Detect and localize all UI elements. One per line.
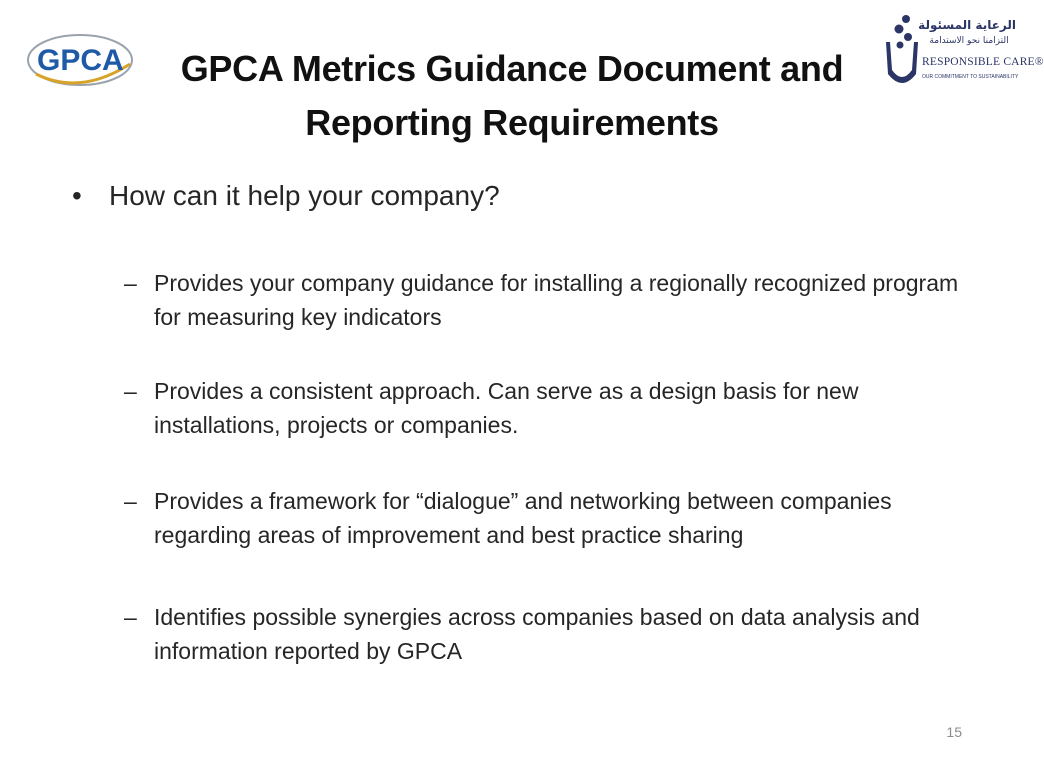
dash-icon: –	[124, 488, 137, 514]
page-number: 15	[946, 724, 962, 740]
responsible-care-hands-icon	[884, 12, 920, 90]
responsible-care-tagline: OUR COMMITMENT TO SUSTAINABILITY	[922, 74, 1019, 80]
slide-title	[130, 42, 894, 150]
gpca-logo-icon	[26, 30, 138, 92]
sub-point-text: Provides your company guidance for installing a regionally recognized program for measuring key indicators	[154, 270, 959, 330]
dash-icon: –	[124, 378, 137, 404]
gpca-logo-text: GPCA	[37, 44, 124, 77]
sub-point-text: Provides a framework for “dialogue” and networking between companies regarding areas of improvement and best practice sharing	[154, 488, 892, 548]
title-line-2: Reporting Requirements	[305, 102, 719, 143]
main-bullet-text: How can it help your company?	[109, 180, 500, 211]
responsible-care-arabic-subtitle: التزامنا نحو الاستدامة	[929, 36, 1009, 46]
dash-icon: –	[124, 270, 137, 296]
title-line-1: GPCA Metrics Guidance Document and	[180, 48, 844, 89]
sub-point-text: Identifies possible synergies across companies based on data analysis and information reported by GPCA	[154, 604, 920, 664]
responsible-care-brand: RESPONSIBLE CARE®	[922, 56, 1044, 68]
dash-icon: –	[124, 604, 137, 630]
responsible-care-logo	[884, 12, 1044, 92]
gpca-logo	[26, 30, 138, 92]
bullet-icon: •	[72, 180, 82, 211]
responsible-care-arabic-title: الرعاية المسئولة	[918, 18, 1016, 32]
sub-point-text: Provides a consistent approach. Can serve as a design basis for new installations, projects or companies.	[154, 378, 859, 438]
